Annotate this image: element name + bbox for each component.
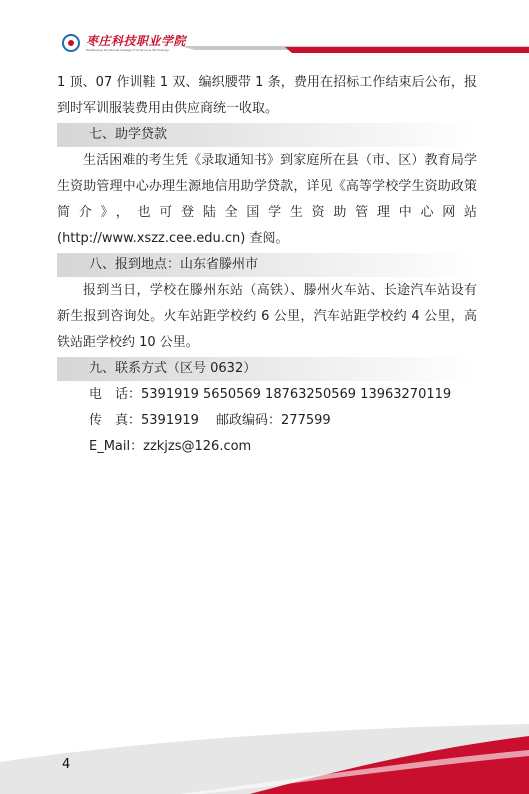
contact-fax: 传 真：5391919 邮政编码：277599 [89, 413, 331, 428]
section-heading-location: 八、报到地点：山东省滕州市 [57, 253, 477, 277]
contact-phone: 电 话：5391919 5650569 18763250569 13963270119 [89, 387, 452, 402]
section-heading-loans: 七、助学贷款 [57, 123, 477, 147]
document-body [57, 70, 477, 460]
header-decoration [0, 0, 529, 62]
section-heading-contact: 九、联系方式（区号 0632） [57, 357, 477, 381]
paragraph-location: 报到当日，学校在滕州东站（高铁）、滕州火车站、长途汽车站设有新生报到咨询处。火车站距学校约 6 公里，汽车站距学校约 4 公里，高铁站距学校约 10 公里。 [57, 283, 477, 350]
school-name-en: Zaozhuang Vocational College of Science & Technology [86, 47, 169, 52]
school-logo [62, 34, 186, 52]
paragraph-loans: 生活困难的考生凭《录取通知书》到家庭所在县（市、区）教育局学生资助管理中心办理生源地信用助学贷款，详见《高等学校学生资助政策简介》，也可登陆全国学生资助管理中心网站 (http://www.xszz.cee.edu.cn) 查阅。 [57, 153, 477, 246]
paragraph-uniform-fee: 1 顶、07 作训鞋 1 双、编织腰带 1 条，费用在招标工作结束后公布，报到时军训服装费用由供应商统一收取。 [57, 75, 477, 116]
page-number: 4 [62, 757, 71, 772]
footer-decoration [0, 700, 529, 794]
school-name: 枣庄科技职业学院 [86, 33, 187, 48]
contact-email: E_Mail：zzkjzs@126.com [89, 439, 252, 454]
school-emblem-icon [62, 34, 80, 52]
page-header [0, 0, 529, 62]
